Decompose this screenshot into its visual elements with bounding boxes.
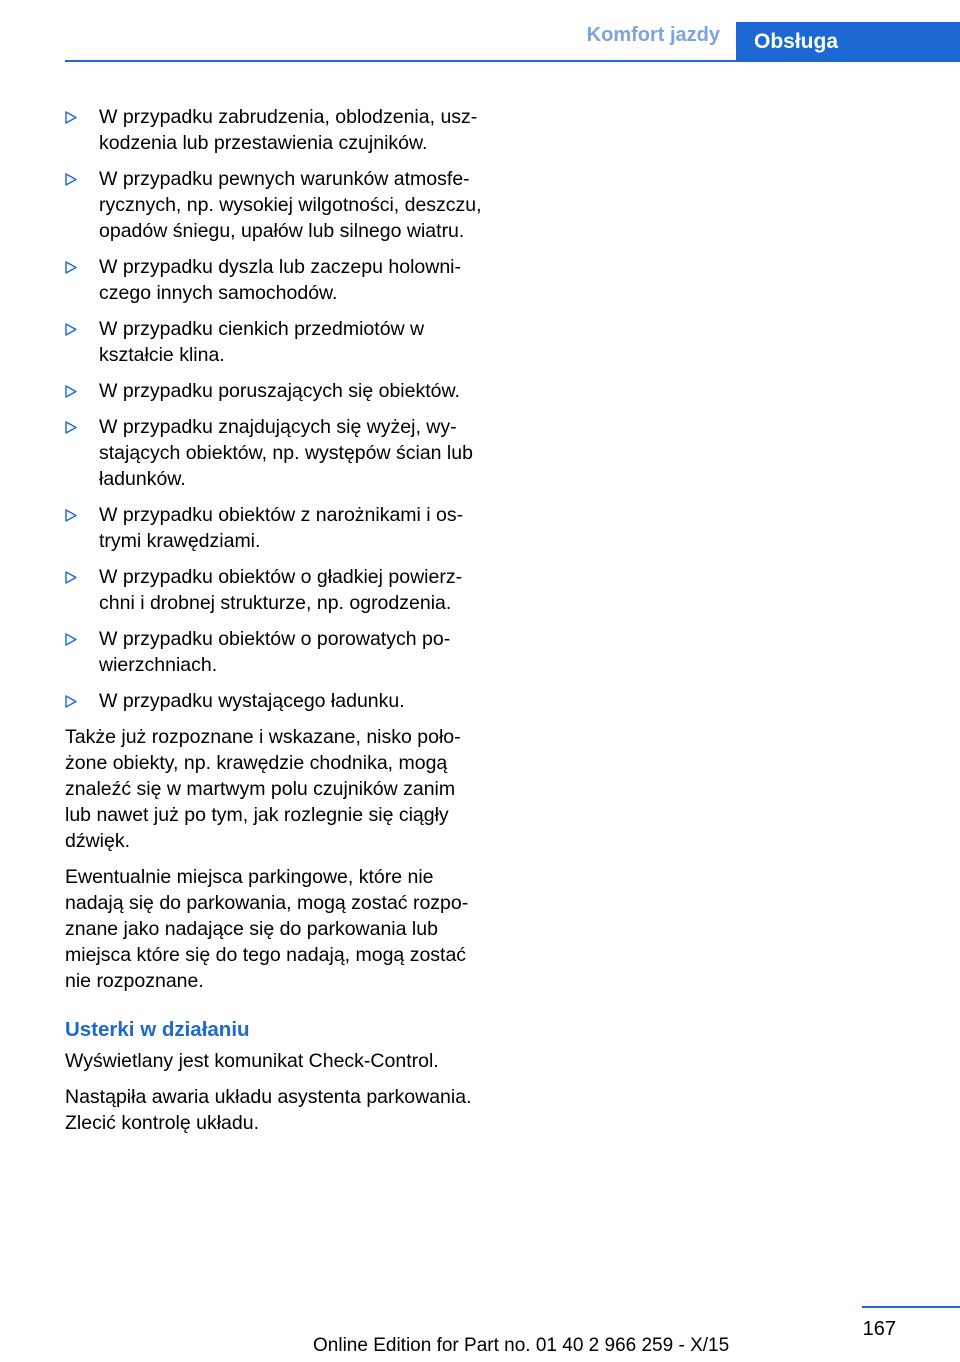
list-item-text: W przypadku wystającego ładunku. bbox=[99, 690, 405, 712]
triangle-bullet-icon bbox=[65, 626, 79, 652]
triangle-bullet-icon bbox=[65, 166, 79, 192]
list-item-text: W przypadku znajdujących się wyżej, wystających obiektów, np. występów ścian lub ładunków. bbox=[99, 416, 473, 490]
section-paragraph: Wyświetlany jest komunikat Check-Control. bbox=[65, 1050, 439, 1072]
triangle-bullet-icon bbox=[65, 564, 79, 590]
list-item bbox=[65, 378, 485, 404]
page-number: 167 bbox=[862, 1318, 896, 1340]
triangle-bullet-icon bbox=[65, 414, 79, 440]
header-chapter-tab bbox=[736, 22, 960, 62]
header-chapter-label: Obsługa bbox=[754, 30, 839, 53]
list-item bbox=[65, 502, 485, 554]
list-item bbox=[65, 626, 485, 678]
list-item-text: W przypadku zabrudzenia, oblodzenia, uszkodzenia lub przestawienia czujników. bbox=[99, 106, 478, 154]
section-heading: Usterki w działaniu bbox=[65, 1018, 250, 1041]
list-item bbox=[65, 316, 485, 368]
list-item bbox=[65, 564, 485, 616]
list-item-text: W przypadku pewnych warunków atmosferycznych, np. wysokiej wilgotności, deszczu, opadów śniegu, upałów lub silnego wiatru. bbox=[99, 168, 482, 242]
triangle-bullet-icon bbox=[65, 316, 79, 342]
triangle-bullet-icon bbox=[65, 502, 79, 528]
triangle-bullet-icon bbox=[65, 688, 79, 714]
body-paragraph: Także już rozpoznane i wskazane, nisko położone obiekty, np. krawędzie chodnika, mogą znaleźć się w martwym polu czujników zanim lub nawet już po tym, jak rozlegnie się ciągły dźwięk. bbox=[65, 726, 461, 852]
header-section-title: Komfort jazdy bbox=[586, 24, 720, 46]
list-item-text: W przypadku poruszających się obiektów. bbox=[99, 380, 460, 402]
list-item bbox=[65, 688, 485, 714]
page-header bbox=[0, 0, 960, 62]
list-item-text: W przypadku cienkich przedmiotów w kształcie klina. bbox=[99, 318, 425, 366]
triangle-bullet-icon bbox=[65, 378, 79, 404]
list-item bbox=[65, 254, 485, 306]
list-item-text: W przypadku obiektów o gładkiej powierzchni i drobnej strukturze, np. ogrodzenia. bbox=[99, 566, 463, 614]
section-paragraph: Nastąpiła awaria układu asystenta parkowania. Zlecić kontrolę układu. bbox=[65, 1086, 472, 1134]
footer-divider bbox=[862, 1306, 960, 1308]
list-item bbox=[65, 414, 485, 492]
list-item-text: W przypadku dyszla lub zaczepu holowniczego innych samochodów. bbox=[99, 256, 462, 304]
main-content bbox=[65, 104, 485, 1146]
triangle-bullet-icon bbox=[65, 254, 79, 280]
limitations-list bbox=[65, 104, 485, 714]
edition-note: Online Edition for Part no. 01 40 2 966 259 - X/15 bbox=[313, 1335, 730, 1356]
header-divider bbox=[65, 60, 960, 62]
list-item-text: W przypadku obiektów o porowatych powierzchniach. bbox=[99, 628, 451, 676]
triangle-bullet-icon bbox=[65, 104, 79, 130]
list-item bbox=[65, 166, 485, 244]
list-item bbox=[65, 104, 485, 156]
body-paragraph: Ewentualnie miejsca parkingowe, które nie nadają się do parkowania, mogą zostać rozpoznane jako nadające się do parkowania lub miejsca które się do tego nadają, mogą zostać nie rozpoznane. bbox=[65, 866, 469, 992]
list-item-text: W przypadku obiektów z narożnikami i ostrymi krawędziami. bbox=[99, 504, 464, 552]
